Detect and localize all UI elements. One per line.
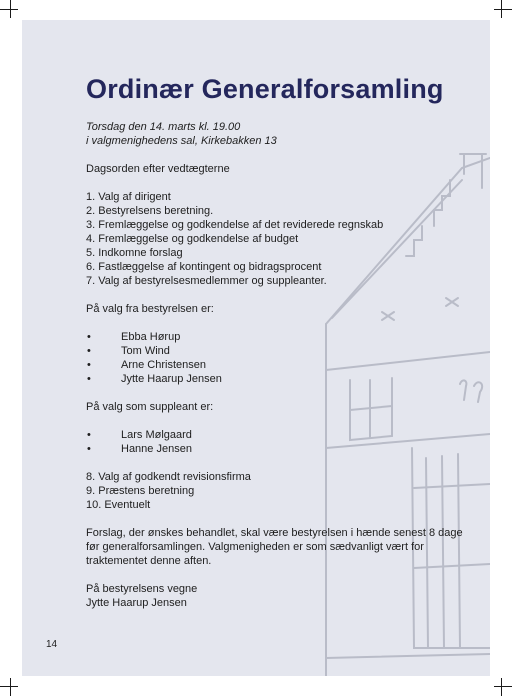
- agenda-item: 3. Fremlæggelse og godkendelse af det reviderede regnskab: [86, 219, 384, 231]
- list-item: [86, 330, 463, 344]
- closing-paragraph-line: Forslag, der ønskes behandlet, skal være bestyrelsen i hænde senest 8 dage: [86, 527, 463, 539]
- list-item: [86, 372, 463, 386]
- meeting-details: [86, 120, 277, 148]
- agenda-item: 4. Fremlæggelse og godkendelse af budget: [86, 233, 299, 245]
- crop-mark-top-left-h: [0, 9, 18, 10]
- list-item: [86, 358, 463, 372]
- agenda-item: 1. Valg af dirigent: [86, 191, 171, 203]
- bullet: •: [87, 359, 91, 371]
- board-election-heading: På valg fra bestyrelsen er:: [86, 303, 214, 315]
- meeting-date: Torsdag den 14. marts kl. 19.00: [86, 121, 241, 133]
- crop-mark-bottom-left-h: [0, 686, 18, 687]
- candidate-name: Tom Wind: [121, 345, 170, 357]
- agenda-heading: Dagsorden efter vedtægterne: [86, 163, 230, 175]
- list-item: [86, 428, 463, 442]
- candidate-name: Jytte Haarup Jensen: [121, 373, 222, 385]
- list-item: [86, 442, 463, 456]
- bullet: •: [87, 373, 91, 385]
- crop-mark-bottom-right-h: [494, 686, 512, 687]
- crop-mark-top-right-h: [494, 9, 512, 10]
- agenda-item: 9. Præstens beretning: [86, 485, 195, 497]
- crop-mark-bottom-left-v: [10, 678, 11, 696]
- closing-paragraph-line: traktementet denne aften.: [86, 555, 212, 567]
- bullet: •: [87, 331, 91, 343]
- agenda-item: 2. Bestyrelsens beretning.: [86, 205, 214, 217]
- candidate-name: Ebba Hørup: [121, 331, 181, 343]
- agenda-item: 8. Valg af godkendt revisionsfirma: [86, 471, 251, 483]
- signoff: På bestyrelsens vegne: [86, 583, 198, 595]
- agenda-item: 10. Eventuelt: [86, 499, 151, 511]
- crop-mark-bottom-right-v: [501, 678, 502, 696]
- candidate-name: Hanne Jensen: [121, 443, 192, 455]
- agenda-item: 6. Fastlæggelse af kontingent og bidragsprocent: [86, 261, 322, 273]
- page-title: Ordinær Generalforsamling: [86, 74, 444, 104]
- meeting-location: i valgmenighedens sal, Kirkebakken 13: [86, 135, 277, 147]
- bullet: •: [87, 429, 91, 441]
- document-page: [22, 20, 490, 676]
- list-item: [86, 344, 463, 358]
- signatory-name: Jytte Haarup Jensen: [86, 597, 187, 609]
- agenda: [86, 162, 463, 610]
- agenda-item: 7. Valg af bestyrelsesmedlemmer og suppleanter.: [86, 275, 327, 287]
- bullet: •: [87, 443, 91, 455]
- agenda-item: 5. Indkomne forslag: [86, 247, 183, 259]
- page-number: 14: [46, 639, 58, 650]
- bullet: •: [87, 345, 91, 357]
- candidate-name: Lars Mølgaard: [121, 429, 192, 441]
- closing-paragraph-line: før generalforsamlingen. Valgmenigheden er som sædvanligt vært for: [86, 541, 424, 553]
- substitute-election-heading: På valg som suppleant er:: [86, 401, 214, 413]
- candidate-name: Arne Christensen: [121, 359, 206, 371]
